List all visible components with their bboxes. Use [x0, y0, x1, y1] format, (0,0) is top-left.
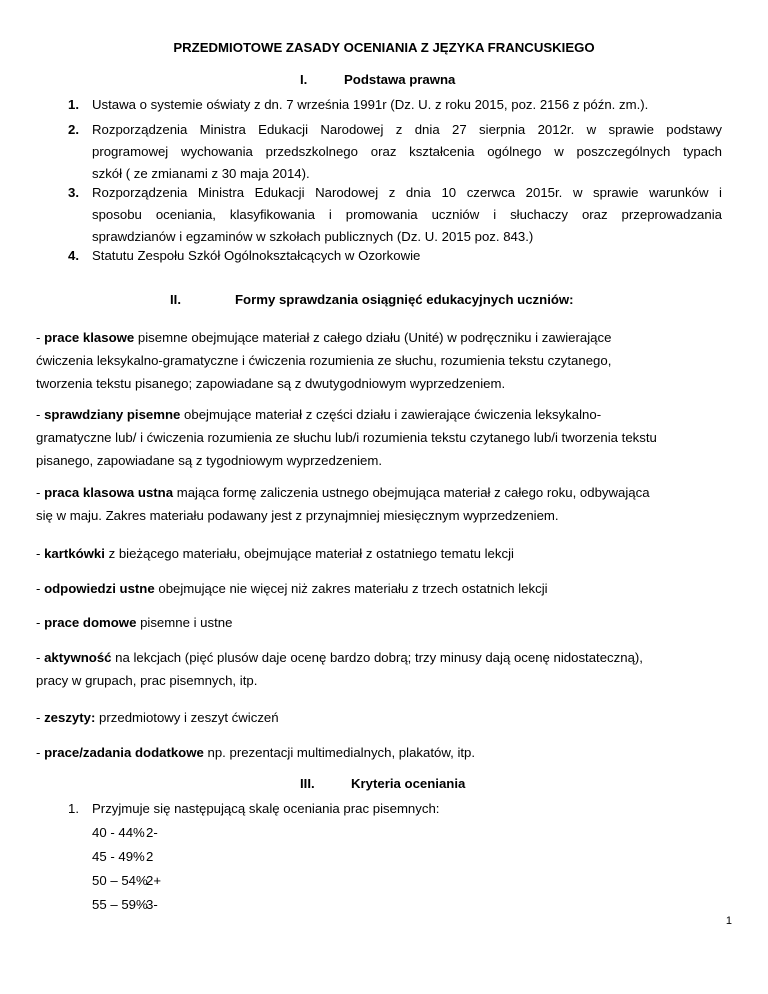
paragraph-odpowiedzi-ustne: - odpowiedzi ustne obejmujące nie więcej niż zakres materiału z trzech ostatnich lekcji [36, 581, 548, 596]
section-2-number: II. [170, 292, 181, 307]
section-3-number: III. [300, 776, 315, 791]
grade-row: 50 – 54%2+ [92, 873, 162, 888]
paragraph-prace-dodatkowe: - prace/zadania dodatkowe np. prezentacji multimedialnych, plakatów, itp. [36, 745, 476, 760]
section-1-heading: Podstawa prawna [344, 72, 456, 87]
section-2-heading: Formy sprawdzania osiągnięć edukacyjnych uczniów: [235, 292, 574, 307]
paragraph-aktywnosc: - aktywność na lekcjach (pięć plusów daje ocenę bardzo dobrą; trzy minusy dają ocenę nidostateczną), pracy w grupach, prac pisemnych, itp. [36, 650, 643, 688]
list-item: 4. Statutu Zespołu Szkół Ogólnokształcących w Ozorkowie [68, 248, 421, 263]
page-number: 1 [725, 915, 732, 927]
list-item: 1. Ustawa o systemie oświaty z dn. 7 września 1991r (Dz. U. z roku 2015, poz. 2156 z późn. zm.). [68, 97, 649, 112]
grade-row: 40 - 44%2- [92, 825, 158, 840]
paragraph-praca-klasowa-ustna: - praca klasowa ustna mająca formę zaliczenia ustnego obejmująca materiał z całego roku, odbywająca się w maju. Zakres materiału podawany jest z przynajmniej miesięcznym wyprzedzeniem. [36, 485, 650, 523]
section-3-heading: Kryteria oceniania [351, 776, 466, 791]
paragraph-kartkowki: - kartkówki z bieżącego materiału, obejmujące materiał z ostatniego tematu lekcji [36, 546, 514, 561]
paragraph-prace-domowe: - prace domowe pisemne i ustne [36, 615, 233, 630]
grade-row: 55 – 59%3- [92, 897, 158, 912]
paragraph-zeszyty: - zeszyty: przedmiotowy i zeszyt ćwiczeń [36, 710, 279, 725]
list-item: 2. Rozporządzenia Ministra Edukacji Narodowej z dnia 27 sierpnia 2012r. w sprawie podstawy programowej wychowania przedszkolnego oraz kształcenia ogólnego w poszczególnych typach szkół ( ze zmianami z 30 maja 2014). [68, 122, 722, 181]
scale-intro: 1. Przyjmuje się następującą skalę oceniania prac pisemnych: [68, 801, 440, 816]
paragraph-prace-klasowe: - prace klasowe pisemne obejmujące materiał z całego działu (Unité) w podręczniku i zawierające ćwiczenia leksykalno-gramatyczne i ćwiczenia rozumienia ze słuchu, rozumienia tekstu czytanego, tworzenia tekstu pisanego; zapowiadane są z dwutygodniowym wyprzedzeniem. [36, 330, 612, 391]
document-title: PRZEDMIOTOWE ZASADY OCENIANIA Z JĘZYKA FRANCUSKIEGO [173, 40, 595, 55]
section-1-number: I. [300, 72, 308, 87]
grade-row: 45 - 49%2 [92, 849, 154, 864]
paragraph-sprawdziany-pisemne: - sprawdziany pisemne obejmujące materiał z części działu i zawierające ćwiczenia leksykalno- gramatyczne lub/ i ćwiczenia rozumienia ze słuchu lub/i rozumienia tekstu czytanego lub/i tworzenia tekstu pisanego, zapowiadane są z tygodniowym wyprzedzeniem. [36, 407, 657, 468]
list-item: 3. Rozporządzenia Ministra Edukacji Narodowej z dnia 10 czerwca 2015r. w sprawie warunków i sposobu oceniania, klasyfikowania i promowania uczniów i słuchaczy oraz przeprowadzania sprawdzianów i egzaminów w szkołach publicznych (Dz. U. 2015 poz. 843.) [68, 185, 722, 244]
